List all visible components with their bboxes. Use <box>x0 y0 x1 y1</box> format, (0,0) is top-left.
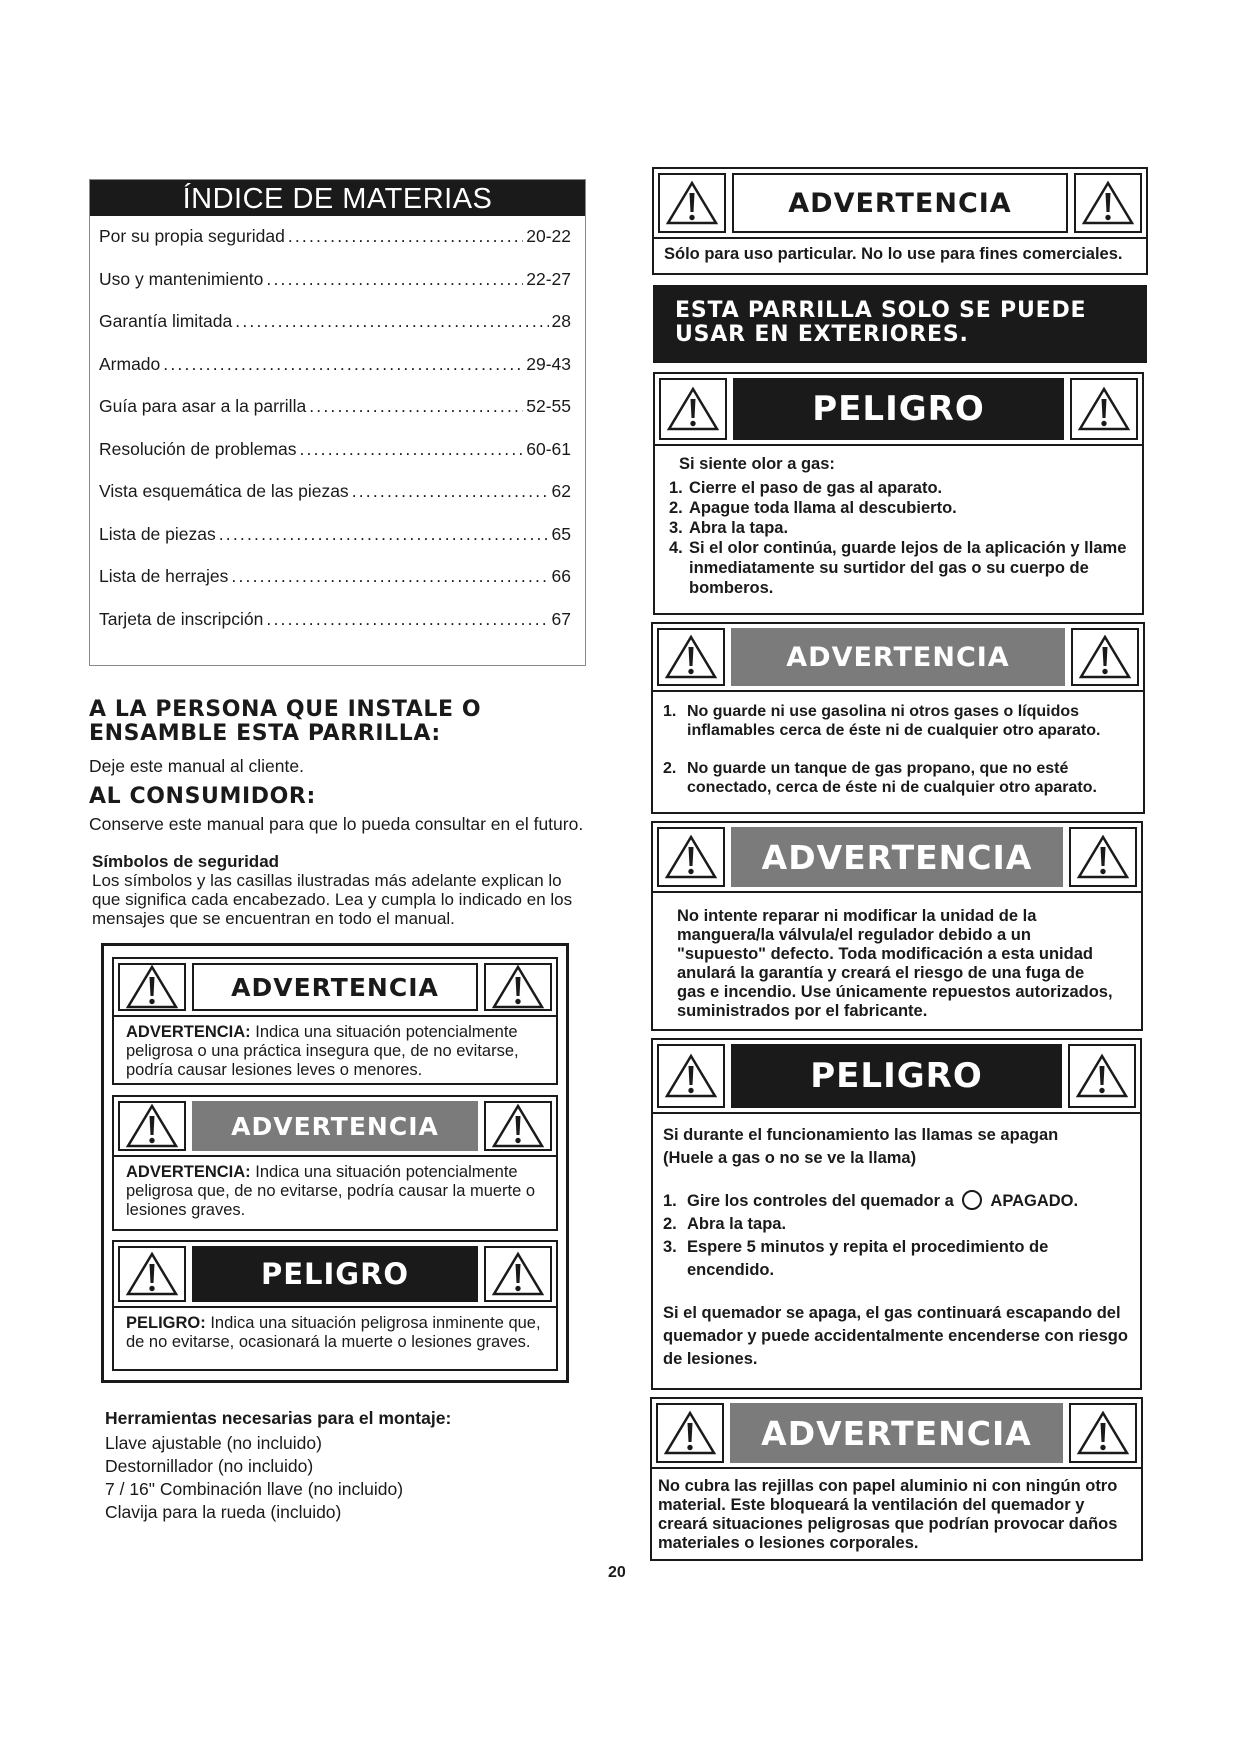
warning-triangle-icon <box>657 628 725 686</box>
tools-title: Herramientas necesarias para el montaje: <box>105 1408 452 1428</box>
tool-item: 7 / 16" Combinación llave (no incluido) <box>105 1479 404 1499</box>
off-circle-icon <box>962 1190 982 1210</box>
legend-peligro-sign: PELIGRO PELIGRO: Indica una situación peligrosa inminente que, de no evitarse, ocasionará la muerte o lesiones graves. <box>112 1240 558 1371</box>
list-item: 1. Cierre el paso de gas al aparato. <box>669 479 943 497</box>
legend-advertencia-sign: ADVERTENCIA ADVERTENCIA: Indica una situación potencialmente peligrosa o una práctica insegura que, de no evitarse, podría causar lesiones leves o menores. <box>112 957 558 1085</box>
toc-item: Resolución de problemas ..... 60-61 <box>99 429 571 472</box>
list-item: 2. Abra la tapa. <box>663 1215 787 1233</box>
peligro-flame-out-sign: PELIGRO Si durante el funcionamiento las llamas se apagan (Huele a gas o no se ve la llama) 1. Gire los controles del quemador a APAGADO. 2. Abra la tapa. 3. Espere 5 minutos y repita el procedimiento de encendido. Si el quemador se apaga, el gas continuará escapando del quemador y puede accidentalmente encenderse con riesgo de lesiones. <box>651 1038 1142 1390</box>
warning-triangle-icon <box>484 1246 552 1302</box>
table-of-contents <box>89 179 586 666</box>
installer-heading: A LA PERSONA QUE INSTALE O ENSAMBLE ESTA PARRILLA: <box>89 697 482 746</box>
warning-triangle-icon <box>1070 378 1138 440</box>
list-item: 1. No guarde ni use gasolina ni otros gases o líquidos inflamables cerca de éste ni de cualquier otro aparato. <box>663 703 1101 739</box>
toc-item: Garantía limitada ..... 28 <box>99 301 571 344</box>
warning-triangle-icon <box>657 827 725 887</box>
warning-triangle-icon <box>658 173 726 233</box>
list-item: 1. Gire los controles del quemador a APAGADO. <box>663 1192 1079 1210</box>
toc-item: Uso y mantenimiento ..... 22-27 <box>99 259 571 302</box>
list-item: 4. Si el olor continúa, guarde lejos de la aplicación y llame inmediatamente su surtidor del gas o su cuerpo de bomberos. <box>669 539 1127 597</box>
warning-triangle-icon <box>657 1044 725 1108</box>
safety-symbols: Símbolos de seguridad Los símbolos y las casillas ilustradas más adelante explican lo que significa cada encabezado. Lea y cumpla lo indicado en los mensajes que se encuentran en todo el manual. <box>92 852 602 928</box>
consumer-text: Conserve este manual para que lo pueda consultar en el futuro. <box>89 814 584 834</box>
warning-triangle-icon <box>484 1101 552 1151</box>
advertencia-modify-sign: ADVERTENCIA No intente reparar ni modificar la unidad de la manguera/la válvula/el regulador debido a un "supuesto" defecto. Toda modificación a esta unidad anulará la garantía y creará el riesgo de una fuga de gas e incendio. Use únicamente repuestos autorizados, suministrados por el fabricante. <box>651 821 1143 1031</box>
outdoor-only-banner: ESTA PARRILLA SOLO SE PUEDE USAR EN EXTERIORES. <box>653 285 1147 363</box>
warning-triangle-icon <box>118 1101 186 1151</box>
tools-list <box>105 1407 451 1524</box>
warning-triangle-icon <box>659 378 727 440</box>
consumer-heading: AL CONSUMIDOR: <box>89 784 316 809</box>
warning-triangle-icon <box>484 963 552 1011</box>
warning-triangle-icon <box>118 1246 186 1302</box>
warning-triangle-icon <box>1071 628 1139 686</box>
warning-triangle-icon <box>1068 1044 1136 1108</box>
toc-item: Lista de herrajes ..... 66 <box>99 556 571 599</box>
page-number: 20 <box>608 1564 626 1581</box>
toc-list <box>90 216 585 641</box>
list-item: 3. Espere 5 minutos y repita el procedimiento de encendido. <box>663 1238 1049 1279</box>
toc-item: Guía para asar a la parrilla ..... 52-55 <box>99 386 571 429</box>
toc-item: Vista esquemática de las piezas ..... 62 <box>99 471 571 514</box>
list-item: 3. Abra la tapa. <box>669 519 789 537</box>
toc-item: Tarjeta de inscripción ..... 67 <box>99 599 571 642</box>
toc-item: Lista de piezas ..... 65 <box>99 514 571 557</box>
advertencia-flammables-sign: ADVERTENCIA 1. No guarde ni use gasolina ni otros gases o líquidos inflamables cerca de éste ni de cualquier otro aparato. 2. No guarde un tanque de gas propano, que no esté conectado, cerca de éste ni de cualquier otro aparato. <box>651 622 1145 814</box>
list-item: 2. No guarde un tanque de gas propano, que no esté conectado, cerca de éste ni de cualquier otro aparato. <box>663 760 1097 796</box>
toc-item: Por su propia seguridad ..... 20-22 <box>99 216 571 259</box>
installer-text: Deje este manual al cliente. <box>89 756 304 776</box>
tool-item: Destornillador (no incluido) <box>105 1456 314 1476</box>
warning-triangle-icon <box>118 963 186 1011</box>
safety-symbols-title: Símbolos de seguridad <box>92 852 280 871</box>
legend-advertencia-grey-sign: ADVERTENCIA ADVERTENCIA: Indica una situación potencialmente peligrosa que, de no evitarse, podría causar la muerte o lesiones graves. <box>112 1095 558 1231</box>
peligro-gas-smell-sign: PELIGRO Si siente olor a gas: 1. Cierre el paso de gas al aparato. 2. Apague toda llama al descubierto. 3. Abra la tapa. 4. Si el olor continúa, guarde lejos de la aplicación y llame inmediatamente su surtidor del gas o su cuerpo de bomberos. <box>653 372 1144 615</box>
warning-triangle-icon <box>1069 827 1137 887</box>
warning-triangle-icon <box>1074 173 1142 233</box>
list-item: 2. Apague toda llama al descubierto. <box>669 499 957 517</box>
tool-item: Clavija para la rueda (incluido) <box>105 1502 342 1522</box>
advertencia-commercial-sign: ADVERTENCIA Sólo para uso particular. No lo use para fines comerciales. <box>652 167 1148 275</box>
toc-item: Armado ..... 29-43 <box>99 344 571 387</box>
warning-triangle-icon <box>656 1403 724 1463</box>
advertencia-foil-sign: ADVERTENCIA No cubra las rejillas con papel aluminio ni con ningún otro material. Este bloqueará la ventilación del quemador y creará situaciones peligrosas que podrían provocar daños materiales o lesiones corporales. <box>650 1397 1143 1561</box>
tool-item: Llave ajustable (no incluido) <box>105 1433 322 1453</box>
toc-title: ÍNDICE DE MATERIAS <box>90 180 585 216</box>
warning-triangle-icon <box>1069 1403 1137 1463</box>
